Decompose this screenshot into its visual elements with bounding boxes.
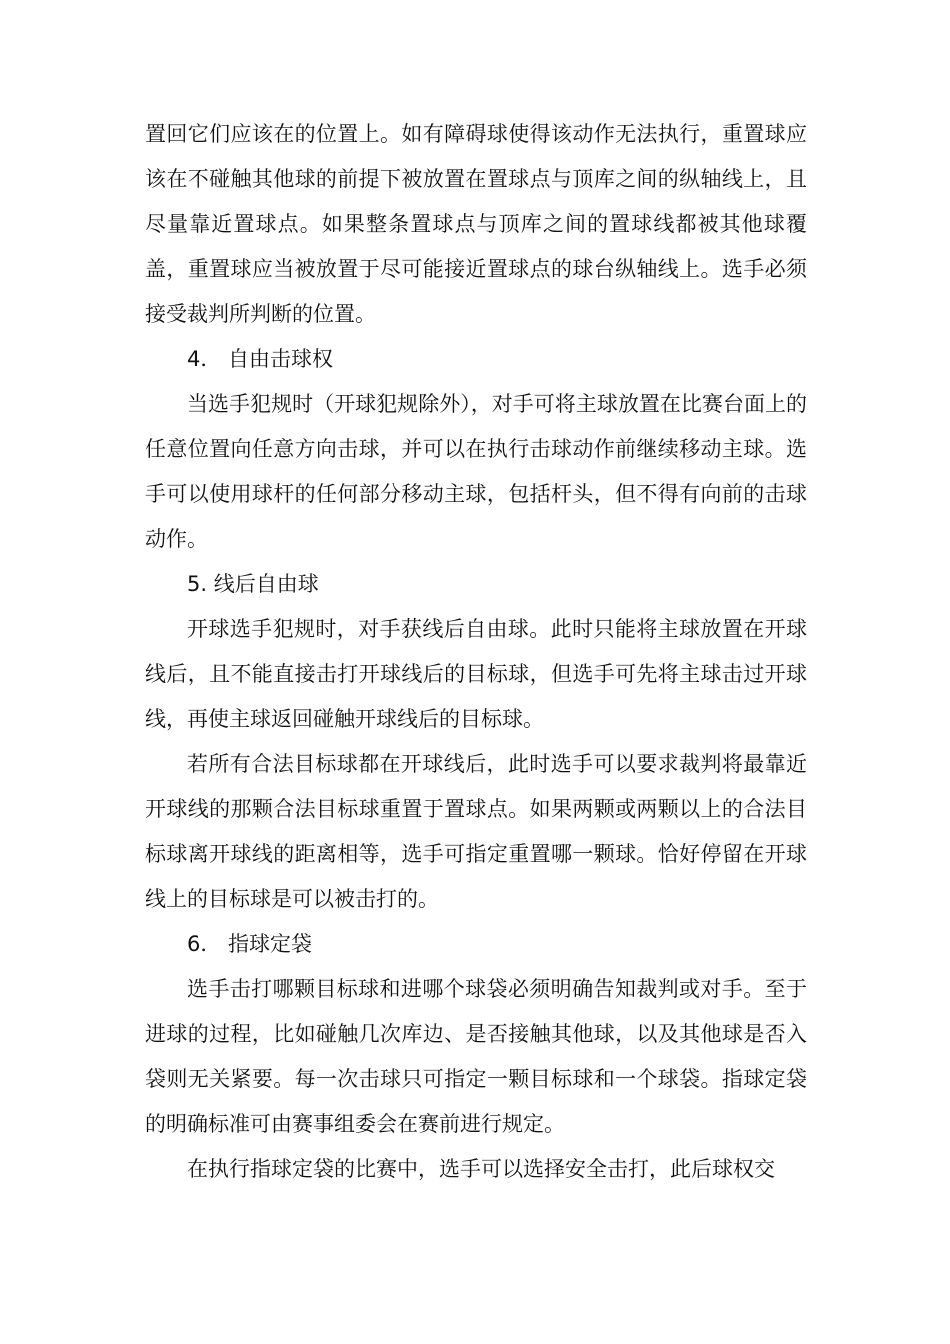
- section-heading-ball-in-hand: 4． 自由击球权: [187, 347, 334, 371]
- section-heading-behind-the-line: 5. 线后自由球: [187, 572, 319, 596]
- document-body: [145, 112, 807, 1192]
- paragraph-safety-shot: 在执行指球定袋的比赛中，选手可以选择安全击打，此后球权交: [187, 1157, 775, 1181]
- paragraph-reset-ball-position: 置回它们应该在的位置上。如有障碍球使得该动作无法执行，重置球应该在不碰触其他球的前提下被放置在置球点与顶库之间的纵轴线上，且尽量靠近置球点。如果整条置球点与顶库之间的置球线都被其他球覆盖，重置球应当被放置于尽可能接近置球点的球台纵轴线上。选手必须接受裁判所判断的位置。: [145, 122, 807, 326]
- paragraph-ball-in-hand: 当选手犯规时（开球犯规除外），对手可将主球放置在比赛台面上的任意位置向任意方向击球，并可以在执行击球动作前继续移动主球。选手可以使用球杆的任何部分移动主球，包括杆头，但不得有向前的击球动作。: [145, 392, 807, 551]
- paragraph-behind-the-line: 开球选手犯规时，对手获线后自由球。此时只能将主球放置在开球线后，且不能直接击打开球线后的目标球，但选手可先将主球击过开球线，再使主球返回碰触开球线后的目标球。: [145, 617, 807, 731]
- section-heading-call-shot: 6． 指球定袋: [187, 932, 313, 956]
- paragraph-call-shot: 选手击打哪颗目标球和进哪个球袋必须明确告知裁判或对手。至于进球的过程，比如碰触几次库边、是否接触其他球，以及其他球是否入袋则无关紧要。每一次击球只可指定一颗目标球和一个球袋。指球定袋的明确标准可由赛事组委会在赛前进行规定。: [145, 977, 807, 1136]
- paragraph-object-balls-behind-line: 若所有合法目标球都在开球线后，此时选手可以要求裁判将最靠近开球线的那颗合法目标球重置于置球点。如果两颗或两颗以上的合法目标球离开球线的距离相等，选手可指定重置哪一颗球。恰好停留在开球线上的目标球是可以被击打的。: [145, 752, 807, 911]
